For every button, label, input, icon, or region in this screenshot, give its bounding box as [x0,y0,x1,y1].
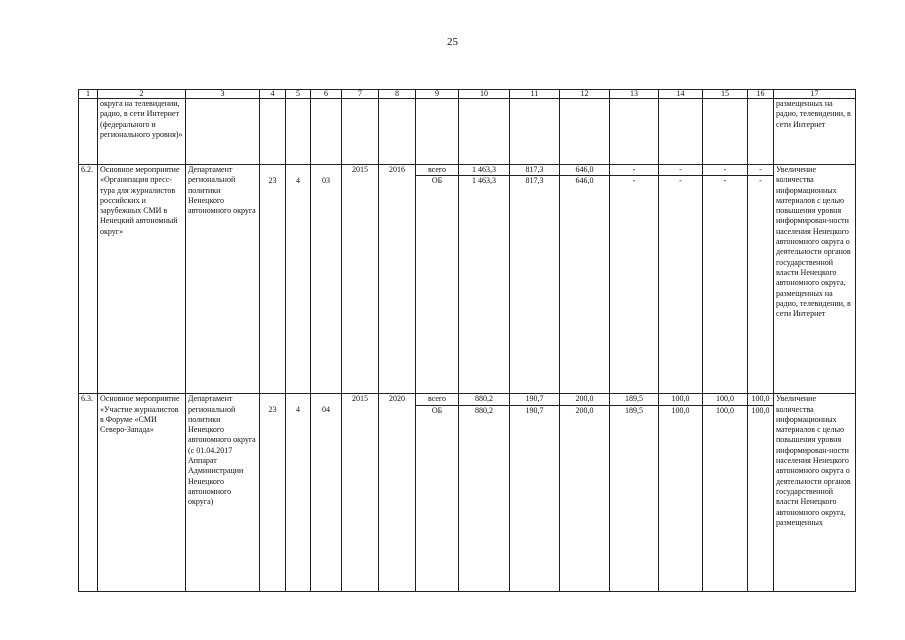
value-cell: 100,0 [659,405,703,591]
row-number: 6.3. [79,394,98,591]
continuation-result: размещенных на радио, телевидении, в сети Интернет [774,99,856,165]
value-cell: - [659,176,703,394]
code-cell: 23 [260,405,286,591]
value-cell: - [703,176,748,394]
value-cell: - [610,176,659,394]
header-cell: 12 [560,90,610,99]
executor: Департамент региональной политики Ненецкого автономного округа (с 01.04.2017 Аппарат Администрации Ненецкого автономного округа) [186,394,260,591]
end-year: 2016 [379,165,416,394]
value-cell: 1 463,3 [459,165,510,176]
header-cell: 8 [379,90,416,99]
value-cell: 1 463,3 [459,176,510,394]
value-cell: 200,0 [560,405,610,591]
row-number: 6.2. [79,165,98,394]
value-cell: 880,2 [459,405,510,591]
finance-source: всего [416,394,459,405]
value-cell: 190,7 [510,405,560,591]
header-cell: 16 [748,90,774,99]
header-cell: 2 [98,90,186,99]
value-cell: 190,7 [510,394,560,405]
end-year: 2020 [379,394,416,591]
header-cell: 15 [703,90,748,99]
finance-source: ОБ [416,176,459,394]
table-row [79,394,856,405]
header-cell: 7 [342,90,379,99]
header-cell: 9 [416,90,459,99]
value-cell: 100,0 [748,405,774,591]
header-cell: 11 [510,90,560,99]
value-cell: 646,0 [560,165,610,176]
value-cell: 100,0 [748,394,774,405]
header-cell: 4 [260,90,286,99]
value-cell: - [748,176,774,394]
code-cell: 4 [286,405,311,591]
program-table [78,89,856,592]
code-cell: 04 [311,405,342,591]
table-row [79,165,856,176]
code-cell: 23 [260,176,286,394]
value-cell: 817,3 [510,176,560,394]
value-cell: 817,3 [510,165,560,176]
header-cell: 5 [286,90,311,99]
value-cell: 189,5 [610,405,659,591]
start-year: 2015 [342,165,379,394]
header-cell: 14 [659,90,703,99]
expected-result: Увеличение количества информационных материалов с целью повышения уровня информирован-ности населения Ненецкого автономного округа о деятельности органов государственной власти Ненецкого автономного округа, размещенных на радио, телевидении, в сети Интернет [774,165,856,394]
value-cell: 200,0 [560,394,610,405]
executor: Департамент региональной политики Ненецкого автономного округа [186,165,260,394]
code-cell: 4 [286,176,311,394]
page-number: 25 [447,36,458,48]
measure-name: Основное мероприятие «Участие журналистов в Форуме «СМИ Северо-Запада» [98,394,186,591]
header-cell: 1 [79,90,98,99]
code-cell: 03 [311,176,342,394]
value-cell: - [659,165,703,176]
value-cell: - [748,165,774,176]
value-cell: 100,0 [703,394,748,405]
value-cell: - [703,165,748,176]
value-cell: 100,0 [703,405,748,591]
finance-source: всего [416,165,459,176]
value-cell: 100,0 [659,394,703,405]
header-cell: 3 [186,90,260,99]
finance-source: ОБ [416,405,459,591]
continuation-row [79,99,856,165]
header-cell: 10 [459,90,510,99]
column-number-row [79,90,856,99]
header-cell: 13 [610,90,659,99]
value-cell: 880,2 [459,394,510,405]
continuation-name: округа на телевидении, радио, в сети Интернет (федерального и регионального уровня)» [98,99,186,165]
value-cell: - [610,165,659,176]
value-cell: 646,0 [560,176,610,394]
value-cell: 189,5 [610,394,659,405]
header-cell: 6 [311,90,342,99]
start-year: 2015 [342,394,379,591]
expected-result: Увеличение количества информационных материалов с целью повышения уровня информирован-ности населения Ненецкого автономного округа о деятельности органов государственной власти Ненецкого автономного округа, размещенных [774,394,856,591]
measure-name: Основное мероприятие «Организация пресс-тура для журналистов российских и зарубежных СМИ в Ненецкий автономный округ» [98,165,186,394]
header-cell: 17 [774,90,856,99]
